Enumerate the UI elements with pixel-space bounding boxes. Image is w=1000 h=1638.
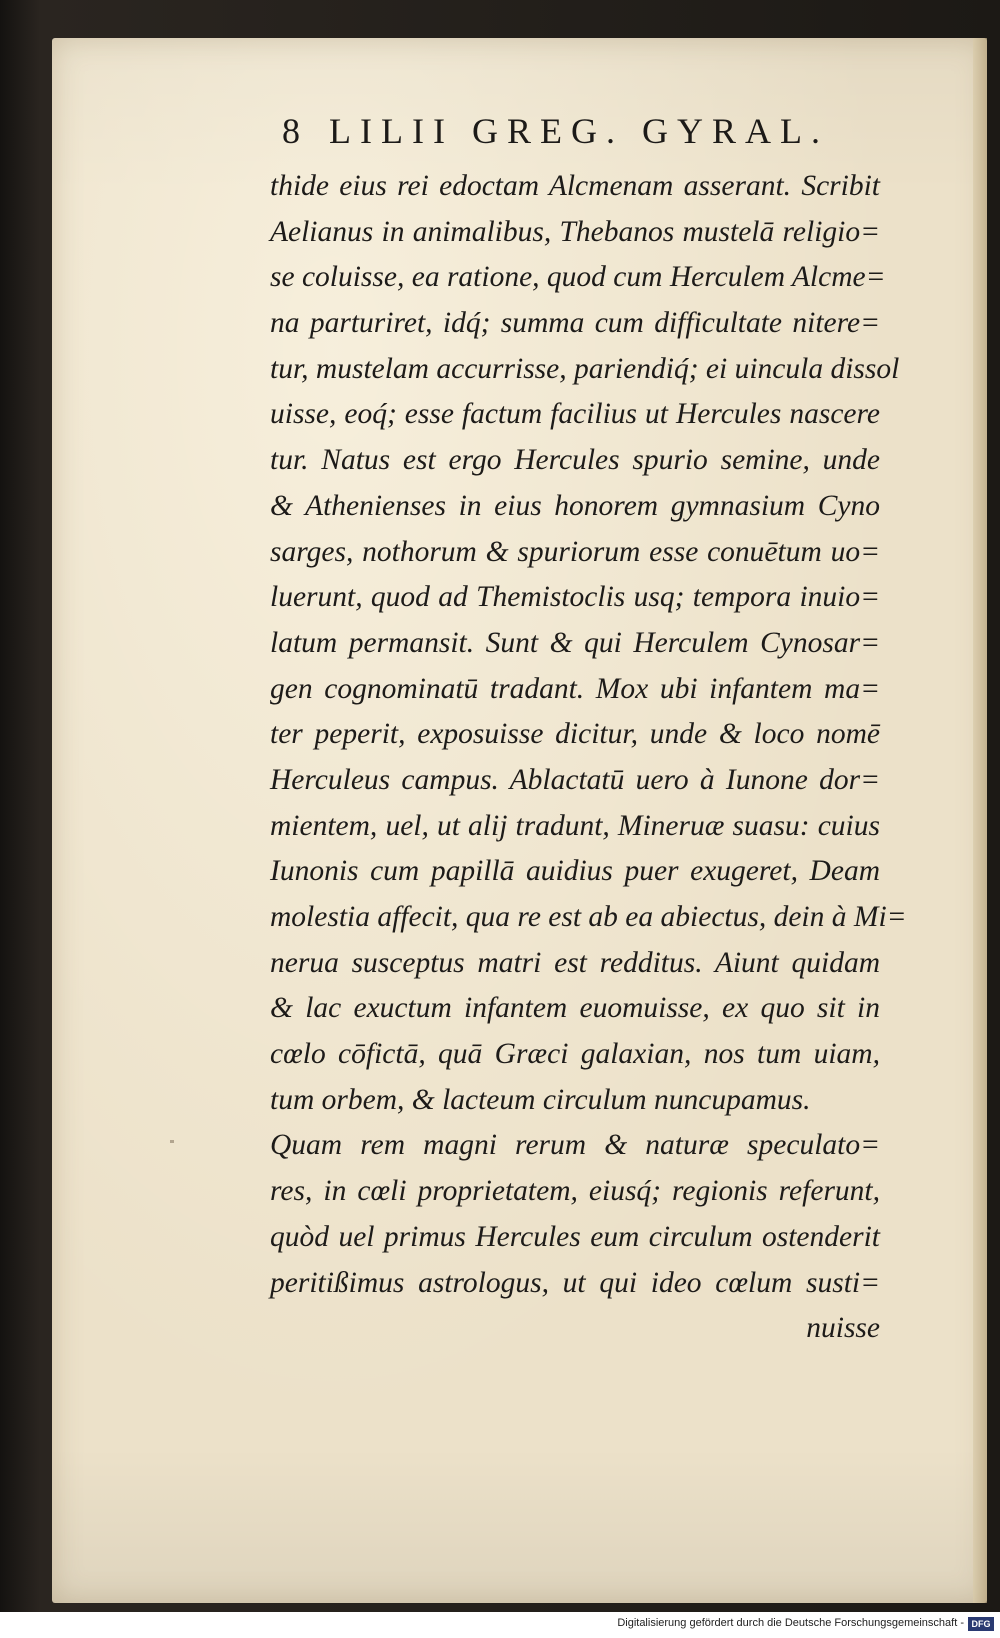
text-line: latum permansit. Sunt & qui Herculem Cynosar= — [270, 626, 880, 659]
text-line: quòd uel primus Hercules eum circulum ostenderit — [270, 1220, 880, 1253]
text-line: Herculeus campus. Ablactatū uero à Iunone dor= — [270, 763, 880, 796]
text-line: uisse, eoq́; esse factum facilius ut Hercules nascere — [270, 398, 880, 431]
text-line: res, in cœli proprietatem, eiusq́; regionis referunt, — [270, 1175, 880, 1208]
text-line: thide eius rei edoctam Alcmenam asserant. Scribit — [270, 170, 880, 202]
page-number: 8 — [282, 111, 309, 151]
text-line: Iunonis cum papillā auidius puer exugeret, Deam — [270, 855, 880, 888]
dfg-logo: DFG — [968, 1617, 994, 1631]
text-line: ter peperit, exposuisse dicitur, unde & loco nomē — [270, 718, 880, 751]
text-line: & lac exuctum infantem euomuisse, ex quo sit in — [270, 992, 880, 1025]
page-edge — [973, 38, 987, 1603]
text-line: cœlo cōfictā, quā Græci galaxian, nos tum uiam, — [270, 1038, 880, 1071]
text-line: se coluisse, ea ratione, quod cum Herculem Alcme= — [270, 261, 886, 294]
text-line: nerua susceptus matri est redditus. Aiunt quidam — [270, 946, 880, 979]
running-header — [282, 110, 922, 156]
running-title: LILII GREG. GYRAL. — [329, 111, 829, 151]
text-line: tur, mustelam accurrisse, pariendiq́; ei uincula dissol — [270, 352, 900, 385]
text-line: sarges, nothorum & spuriorum esse conuētum uo= — [270, 535, 880, 568]
text-line: Aelianus in animalibus, Thebanos mustelā religio= — [270, 215, 880, 248]
book-page — [52, 38, 987, 1603]
text-line: molestia affecit, qua re est ab ea abiectus, dein à Mi= — [270, 901, 907, 933]
text-line: gen cognominatū tradant. Mox ubi infantem ma= — [270, 672, 880, 705]
text-line: tum orbem, & lacteum circulum nuncupamus. — [270, 1083, 811, 1116]
text-line: tur. Natus est ergo Hercules spurio semine, unde — [270, 444, 880, 477]
ink-smudge — [170, 1140, 174, 1143]
text-line: mientem, uel, ut alij tradunt, Mineruæ suasu: cuius — [270, 809, 880, 842]
text-line: luerunt, quod ad Themistoclis usq; tempora inuio= — [270, 581, 880, 614]
digitization-footer — [0, 1612, 1000, 1638]
dfg-credit: Digitalisierung gefördert durch die Deutsche Forschungsgemeinschaft - — [617, 1617, 964, 1629]
text-line: peritißimus astrologus, ut qui ideo cœlum susti= — [270, 1266, 880, 1299]
body-text — [270, 164, 907, 1352]
text-line: & Athenienses in eius honorem gymnasium Cyno — [270, 489, 880, 522]
catchword: nuisse — [806, 1312, 880, 1345]
text-line: Quam rem magni rerum & naturæ speculato= — [270, 1129, 880, 1162]
text-line: na parturiret, idq́; summa cum difficultate nitere= — [270, 307, 880, 340]
